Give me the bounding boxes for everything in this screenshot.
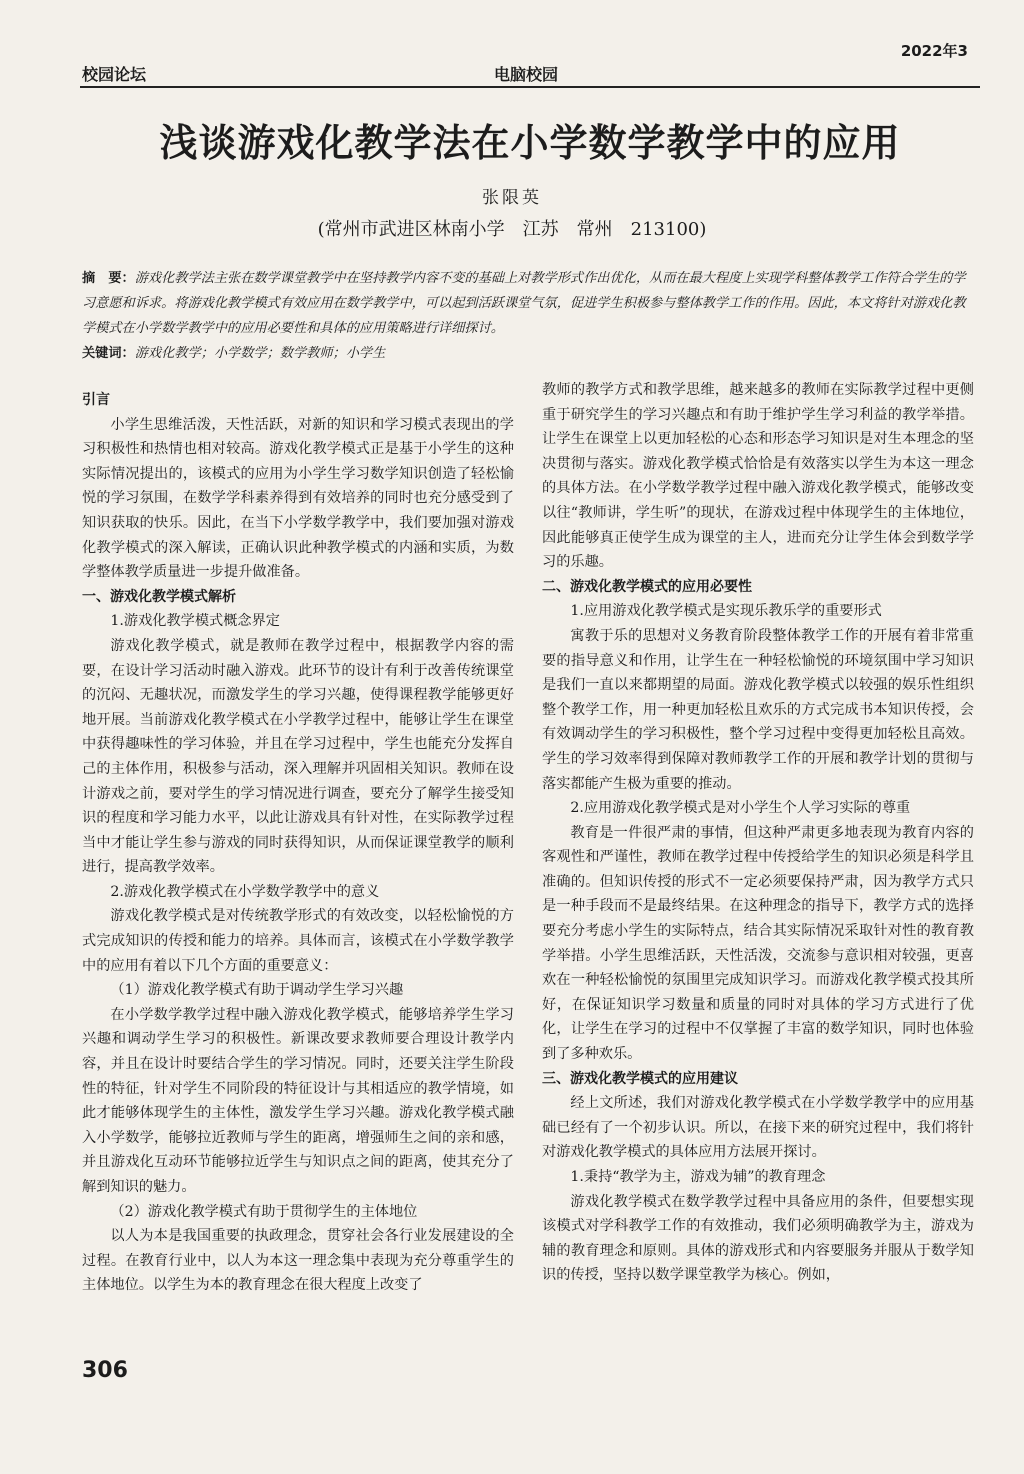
section-1-heading: 一、游戏化教学模式解析: [82, 588, 236, 605]
keywords-label: 关键词：: [82, 346, 135, 361]
subsection-heading: （2）游戏化教学模式有助于贯彻学生的主体地位: [110, 1203, 418, 1220]
subsection-heading: （1）游戏化教学模式有助于调动学生学习兴趣: [110, 982, 404, 999]
paragraph: 在小学数学教学过程中融入游戏化教学模式，能够培养学生学习兴趣和调动学生学习的积极性。新课改要求教师要合理设计教学内容，并且在设计时要结合学生的学习情况。同时，还要关注学生阶段性的特征，针对学生不同阶段的特征设计与其相适应的教学情境，如此才能够体现学生的主体性，激发学生学习兴趣。游戏化教学模式融入小学数学，能够拉近教师与学生的距离，增强师生之间的亲和感，并且游戏化互动环节能够拉近学生与知识点之间的距离，使其充分了解到知识的魅力。: [82, 1006, 514, 1195]
subsection-2-2-heading: 2.应用游戏化教学模式是对小学生个人学习实际的尊重: [570, 800, 911, 817]
section-label: 校园论坛: [82, 65, 147, 84]
paragraph: 寓教于乐的思想对义务教育阶段整体教学工作的开展有着非常重要的指导意义和作用，让学生在一种轻松愉悦的环境氛围中学习知识是我们一直以来都期望的局面。游戏化教学模式以较强的娱乐性组织整个教学工作，用一种更加轻松且欢乐的方式完成书本知识传授，会有效调动学生的学习积极性，整个学习过程中变得更加轻松且高效。学生的学习效率得到保障对教师教学工作的开展和教学计划的贯彻与落实都能产生极为重要的推动。: [542, 627, 974, 792]
right-column: [542, 378, 974, 1288]
left-column: [82, 378, 514, 1298]
article-title: 浅谈游戏化教学法在小学数学教学中的应用: [159, 121, 901, 165]
subsection-2-1-heading: 1.应用游戏化教学模式是实现乐教乐学的重要形式: [570, 603, 882, 620]
header-rule: [80, 86, 980, 88]
page-number: 306: [82, 1358, 128, 1383]
abstract: [82, 266, 978, 341]
paragraph: 以人为本是我国重要的执政理念，贯穿社会各行业发展建设的全过程。在教育行业中，以人为本这一理念集中表现为充分尊重学生的主体地位。以学生为本的教育理念在很大程度上改变了: [82, 1228, 514, 1294]
paragraph: 经上文所述，我们对游戏化教学模式在小学数学教学中的应用基础已经有了一个初步认识。所以，在接下来的研究过程中，我们将针对游戏化教学模式的具体应用方法展开探讨。: [542, 1095, 974, 1161]
section-2-heading: 二、游戏化教学模式的应用必要性: [542, 578, 752, 595]
paragraph: 游戏化教学模式，就是教师在教学过程中，根据教学内容的需要，在设计学习活动时融入游戏。此环节的设计有利于改善传统课堂的沉闷、无趣状况，而激发学生的学习兴趣，使得课程教学能够更好地开展。当前游戏化教学模式在小学教学过程中，能够让学生在课堂中获得趣味性的学习体验，并且在学习过程中，学生也能充分发挥自己的主体作用，积极参与活动，深入理解并巩固相关知识。教师在设计游戏之前，要对学生的学习情况进行调查，要充分了解学生接受知识的程度和学习能力水平，以此让游戏具有针对性，在实际教学过程当中才能让学生参与游戏的同时获得知识，从而保证课堂教学的顺利进行，提高教学效率。: [82, 637, 514, 876]
subsection-1-1-heading: 1.游戏化教学模式概念界定: [110, 613, 280, 630]
author-affiliation: (常州市武进区林南小学 江苏 常州 213100): [317, 219, 707, 240]
section-3-heading: 三、游戏化教学模式的应用建议: [542, 1070, 738, 1087]
paragraph: 教育是一件很严肃的事情，但这种严肃更多地表现为教育内容的客观性和严谨性，教师在教学过程中传授给学生的知识必须是科学且准确的。但知识传授的形式不一定必须要保持严肃，因为教学方式只是一种手段而不是最终结果。在这种理念的指导下，教学方式的选择要充分考虑小学生的实际特点，结合其实际情况采取针对性的教育教学举措。小学生思维活跃，天性活泼，交流参与意识相对较强，更喜欢在一种轻松愉悦的氛围里完成知识学习。而游戏化教学模式投其所好，在保证知识学习数量和质量的同时对具体的学习方式进行了优化，让学生在学习的过程中不仅掌握了丰富的数学知识，同时也体验到了多种欢乐。: [542, 824, 974, 1063]
subsection-3-1-heading: 1.秉持“教学为主，游戏为辅”的教育理念: [570, 1169, 826, 1185]
abstract-text: 游戏化教学法主张在数学课堂教学中在坚持教学内容不变的基础上对教学形式作出优化，从而在最大程度上实现学科整体教学工作符合学生的学习意愿和诉求。将游戏化教学模式有效应用在数学教学中，可以起到活跃课堂气氛，促进学生积极参与整体教学工作的作用。因此，本文将针对游戏化教学模式在小学数学教学中的应用必要性和具体的应用策略进行详细探讨。: [82, 271, 966, 336]
intro-heading: 引言: [82, 392, 110, 408]
issue-date: 2022年3: [900, 42, 968, 60]
journal-name: 电脑校园: [494, 65, 559, 84]
paragraph: 游戏化教学模式在数学教学过程中具备应用的条件，但要想实现该模式对学科教学工作的有效推动，我们必须明确教学为主，游戏为辅的教育理念和原则。具体的游戏形式和内容要服务并服从于数学知识的传授，坚持以数学课堂教学为核心。例如，: [542, 1193, 974, 1284]
keywords: [82, 343, 978, 365]
author-name: 张限英: [482, 188, 542, 208]
paragraph: 游戏化教学模式是对传统教学形式的有效改变，以轻松愉悦的方式完成知识的传授和能力的培养。具体而言，该模式在小学数学教学中的应用有着以下几个方面的重要意义：: [82, 908, 514, 974]
intro-paragraph: 小学生思维活泼，天性活跃，对新的知识和学习模式表现出的学习积极性和热情也相对较高。游戏化教学模式正是基于小学生的这种实际情况提出的，该模式的应用为小学生学习数学知识创造了轻松愉悦的学习氛围，在数学学科素养得到有效培养的同时也充分感受到了知识获取的快乐。因此，在当下小学数学教学中，我们要加强对游戏化教学模式的深入解读，正确认识此种教学模式的内涵和实质，为数学整体教学质量进一步提升做准备。: [82, 416, 514, 581]
paragraph-continued: 教师的教学方式和教学思维，越来越多的教师在实际教学过程中更侧重于研究学生的学习兴趣点和有助于维护学生学习利益的教学举措。让学生在课堂上以更加轻松的心态和形态学习知识是对生本理念的坚决贯彻与落实。游戏化教学模式恰恰是有效落实以学生为本这一理念的具体方法。在小学数学教学过程中融入游戏化教学模式，能够改变以往“教师讲，学生听”的现状，在游戏过程中体现学生的主体地位，因此能够真正使学生成为课堂的主人，进而充分让学生体会到数学学习的乐趣。: [542, 382, 974, 571]
subsection-1-2-heading: 2.游戏化教学模式在小学数学教学中的意义: [110, 883, 380, 900]
keywords-text: 游戏化教学；小学数学；数学教师；小学生: [134, 346, 386, 361]
abstract-label: 摘 要：: [82, 271, 135, 286]
